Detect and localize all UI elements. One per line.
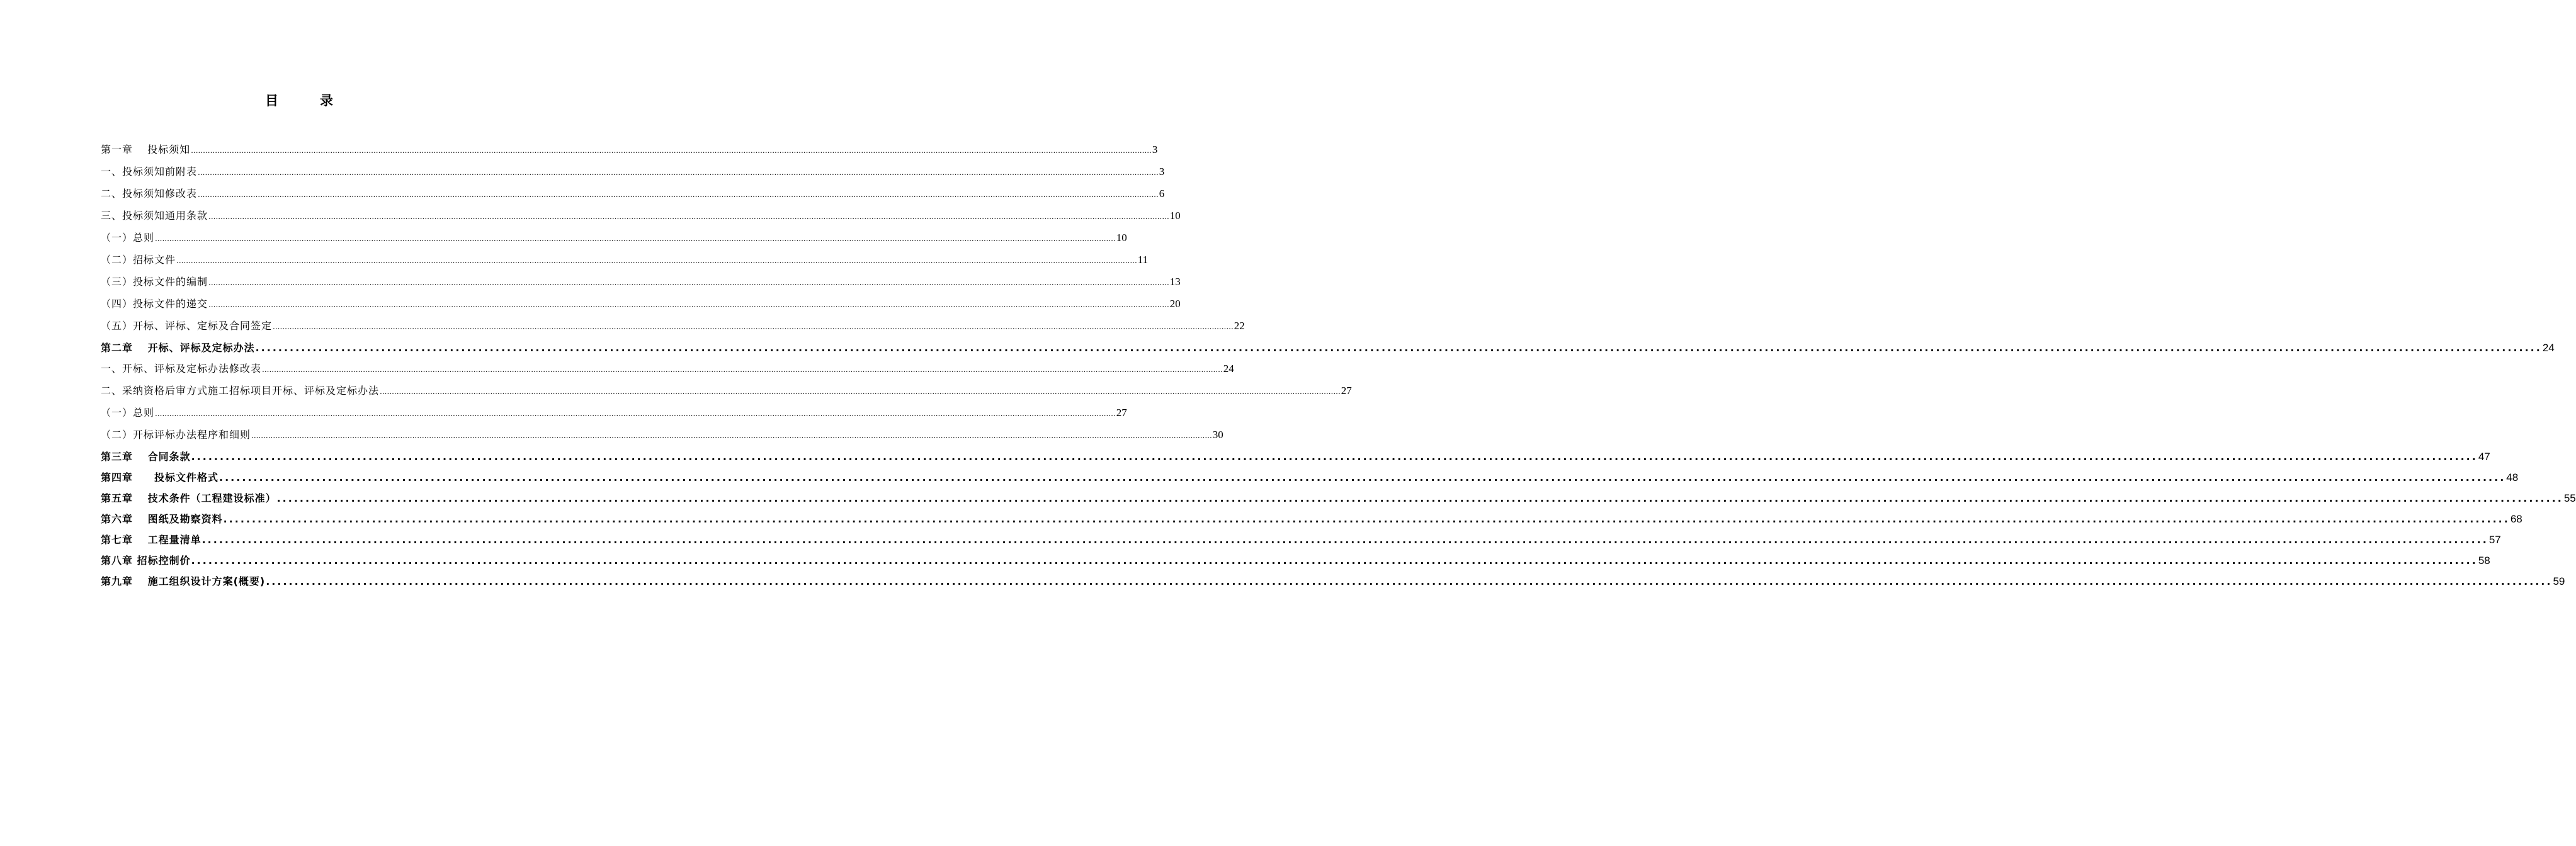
toc-entry-page-number: 20 bbox=[1169, 298, 1181, 310]
toc-dot-leader: ................................................................................................................................................................................................................................................................................................................................................................................................................ bbox=[191, 555, 2478, 567]
toc-dot-leader: ................................................................................................................................................................................................................................................................................................................................................................................................................ bbox=[191, 451, 2478, 463]
toc-entry-page-number: 13 bbox=[1169, 276, 1181, 288]
toc-entry-label: 第四章 投标文件格式 bbox=[101, 471, 219, 483]
toc-entry-page-number: 57 bbox=[2488, 534, 2501, 546]
toc-entry-page-number: 10 bbox=[1116, 232, 1127, 244]
toc-entry-page-number: 27 bbox=[1341, 385, 1352, 397]
toc-dot-leader: ................................................................................................................................................................................................................................................................................................................................................................................................................ bbox=[255, 342, 2542, 354]
toc-entry[interactable] bbox=[101, 531, 2501, 552]
toc-entry[interactable] bbox=[101, 552, 2490, 573]
toc-entry[interactable] bbox=[101, 339, 2555, 360]
toc-dot-leader: ................................................................................................................................................................................................................................................................................................................................................................................................................ bbox=[223, 513, 2510, 525]
toc-entry-page-number: 6 bbox=[1159, 188, 1165, 200]
toc-dot-leader: ................................................................................................................................................................................................................................................................................................................................................................................................................ bbox=[208, 278, 1169, 287]
toc-entry-page-number: 47 bbox=[2478, 451, 2490, 463]
toc-entry[interactable] bbox=[101, 469, 2519, 490]
toc-dot-leader: ................................................................................................................................................................................................................................................................................................................................................................................................................ bbox=[380, 387, 1341, 396]
toc-entry-label: 一、开标、评标及定标办法修改表 bbox=[101, 363, 262, 375]
toc-dot-leader: ................................................................................................................................................................................................................................................................................................................................................................................................................ bbox=[208, 300, 1169, 309]
toc-entry-page-number: 24 bbox=[1223, 363, 1234, 375]
toc-entry-label: 第九章 施工组织设计方案(概要) bbox=[101, 575, 266, 587]
toc-dot-leader: ................................................................................................................................................................................................................................................................................................................................................................................................................ bbox=[262, 365, 1223, 374]
toc-entry-label: 三、投标须知通用条款 bbox=[101, 210, 208, 222]
toc-entry-label: 第三章 合同条款 bbox=[101, 451, 191, 463]
toc-entry[interactable] bbox=[101, 360, 1234, 382]
toc-entry-label: （二）开标评标办法程序和细则 bbox=[101, 429, 251, 441]
toc-entry-label: （二）招标文件 bbox=[101, 254, 176, 266]
toc-entry-label: 第五章 技术条件（工程建设标准） bbox=[101, 492, 276, 504]
page-title bbox=[0, 92, 598, 110]
toc-entry-page-number: 3 bbox=[1152, 144, 1158, 155]
toc-entry[interactable] bbox=[101, 510, 2522, 531]
toc-entry-page-number: 30 bbox=[1212, 429, 1223, 441]
toc-entry[interactable] bbox=[101, 448, 2490, 469]
toc-dot-leader: ................................................................................................................................................................................................................................................................................................................................................................................................................ bbox=[198, 190, 1159, 199]
toc-entry-label: （一）总则 bbox=[101, 407, 155, 419]
toc-entry-page-number: 68 bbox=[2510, 513, 2522, 525]
toc-entry-label: 一、投标须知前附表 bbox=[101, 166, 198, 178]
toc-entry-page-number: 55 bbox=[2563, 492, 2576, 504]
toc-entry[interactable] bbox=[101, 382, 1352, 404]
toc-entry-page-number: 24 bbox=[2542, 342, 2555, 354]
toc-entry-page-number: 58 bbox=[2478, 555, 2490, 567]
toc-dot-leader: ................................................................................................................................................................................................................................................................................................................................................................................................................ bbox=[266, 575, 2553, 587]
toc-dot-leader: ................................................................................................................................................................................................................................................................................................................................................................................................................ bbox=[155, 234, 1116, 243]
toc-entry[interactable] bbox=[101, 317, 1245, 339]
toc-entry-label: 第一章 投标须知 bbox=[101, 144, 191, 155]
toc-entry-label: 第二章 开标、评标及定标办法 bbox=[101, 342, 255, 354]
toc-entry[interactable] bbox=[101, 273, 1181, 295]
toc-dot-leader: ................................................................................................................................................................................................................................................................................................................................................................................................................ bbox=[219, 471, 2506, 483]
toc-entry[interactable] bbox=[101, 207, 1181, 229]
toc-entry-label: （一）总则 bbox=[101, 232, 155, 244]
toc-entry[interactable] bbox=[101, 141, 1158, 163]
title-char-2: 录 bbox=[320, 93, 333, 108]
toc-entry-page-number: 11 bbox=[1137, 254, 1149, 266]
toc-entry[interactable] bbox=[101, 185, 1165, 207]
toc-entry-label: 二、采纳资格后审方式施工招标项目开标、评标及定标办法 bbox=[101, 385, 380, 397]
toc-entry-page-number: 3 bbox=[1159, 166, 1165, 178]
toc-entry[interactable] bbox=[101, 426, 1223, 448]
toc-entry-page-number: 27 bbox=[1116, 407, 1127, 419]
toc-dot-leader: ................................................................................................................................................................................................................................................................................................................................................................................................................ bbox=[155, 409, 1116, 418]
toc-entry-page-number: 48 bbox=[2506, 471, 2519, 483]
title-char-1: 目 bbox=[265, 93, 278, 108]
toc-entry[interactable] bbox=[101, 573, 2565, 594]
toc-dot-leader: ................................................................................................................................................................................................................................................................................................................................................................................................................ bbox=[208, 212, 1169, 221]
toc-entry-page-number: 22 bbox=[1234, 320, 1245, 332]
table-of-contents bbox=[101, 141, 2576, 594]
toc-entry-label: 第六章 图纸及勘察资料 bbox=[101, 513, 223, 525]
toc-dot-leader: ................................................................................................................................................................................................................................................................................................................................................................................................................ bbox=[176, 256, 1137, 265]
toc-entry-page-number: 10 bbox=[1169, 210, 1181, 222]
toc-entry[interactable] bbox=[101, 229, 1127, 251]
toc-entry-label: 二、投标须知修改表 bbox=[101, 188, 198, 200]
toc-dot-leader: ................................................................................................................................................................................................................................................................................................................................................................................................................ bbox=[201, 534, 2488, 546]
toc-dot-leader: ................................................................................................................................................................................................................................................................................................................................................................................................................ bbox=[251, 431, 1212, 440]
toc-entry-label: （五）开标、评标、定标及合同签定 bbox=[101, 320, 273, 332]
toc-entry[interactable] bbox=[101, 163, 1165, 185]
toc-dot-leader: ................................................................................................................................................................................................................................................................................................................................................................................................................ bbox=[191, 146, 1152, 155]
toc-dot-leader: ................................................................................................................................................................................................................................................................................................................................................................................................................ bbox=[273, 322, 1234, 331]
toc-dot-leader: ................................................................................................................................................................................................................................................................................................................................................................................................................ bbox=[198, 168, 1159, 177]
toc-entry-label: （四）投标文件的递交 bbox=[101, 298, 208, 310]
toc-entry[interactable] bbox=[101, 404, 1127, 426]
toc-entry-page-number: 59 bbox=[2553, 575, 2565, 587]
toc-entry[interactable] bbox=[101, 295, 1181, 317]
toc-entry[interactable] bbox=[101, 251, 1149, 273]
toc-entry-label: （三）投标文件的编制 bbox=[101, 276, 208, 288]
toc-dot-leader: ................................................................................................................................................................................................................................................................................................................................................................................................................ bbox=[276, 492, 2563, 504]
toc-entry-label: 第八章 招标控制价 bbox=[101, 555, 191, 567]
toc-entry-label: 第七章 工程量清单 bbox=[101, 534, 201, 546]
toc-entry[interactable] bbox=[101, 490, 2576, 510]
